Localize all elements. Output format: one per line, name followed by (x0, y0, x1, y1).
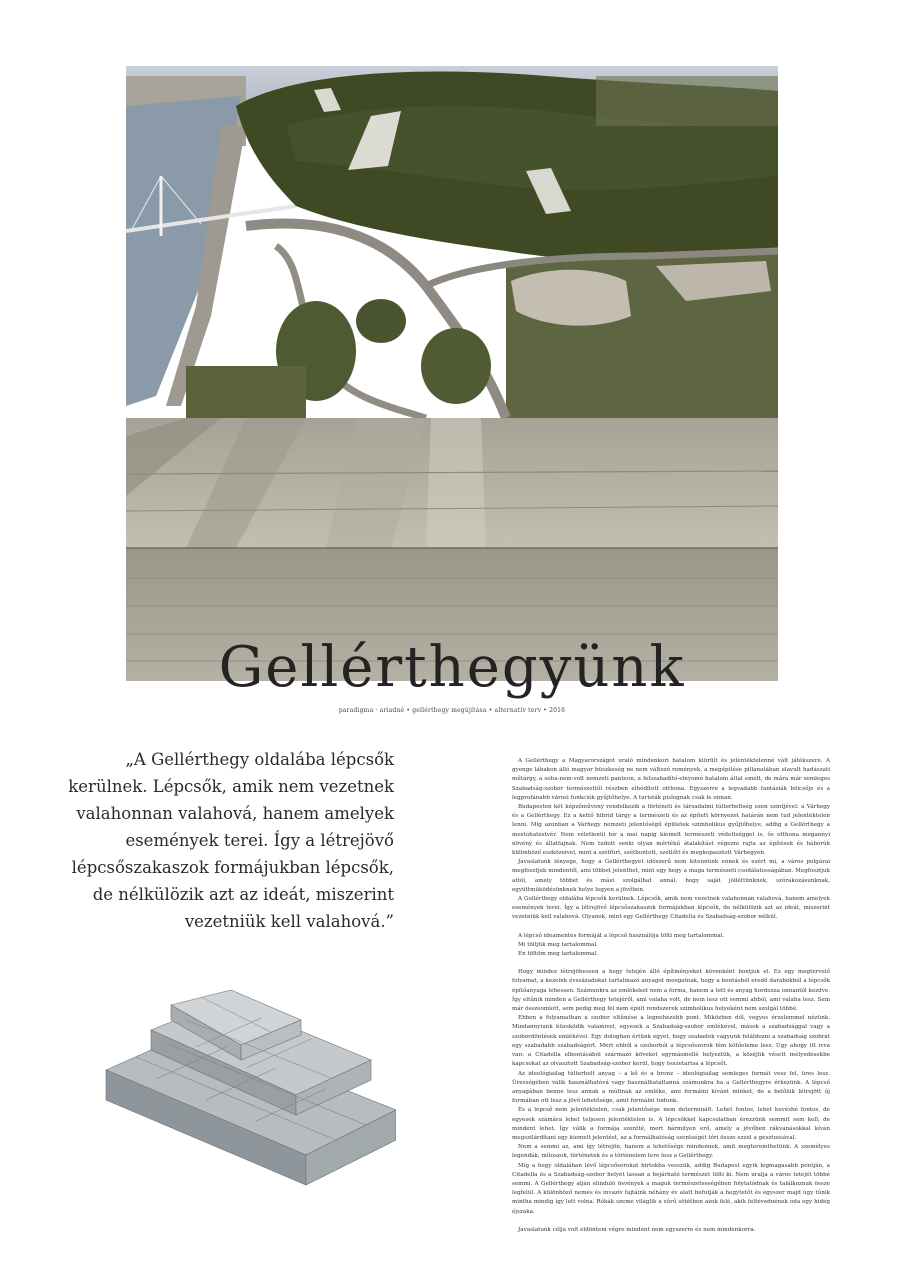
poem-line: Mi töltjük meg tartalommal. (518, 941, 598, 948)
paragraph: A Gellérthegy oldalába lépcsők kerülnek. Lépcsők, amik nem vezetnek valahonnan valahová, hanem amelyek események terei. Így a létrejövő lépcsőszakaszok formájukban lépcsők, de nélkülözik azt az ideát, miszerint vezetniük kell valahová. Olyanok, mint egy Gellérthegy Citadella és Szabadság-szobor nélkül. (512, 896, 830, 921)
aerial-and-stairs-image (126, 66, 778, 681)
paragraph: Ebben a folyamatban a szobor eltűnése a legnehezebb pont. Miközben dől, vegyes érzelemmel nézünk. Mindannyiunk küzsködik valamivel, egyesek a Szabadság-szobor emlékével, mások a szabadsággal vagy a szobordöntések emlékével. Egy dologban értünk egyet, hogy szabadok vagyunk feláldozni a szabadság szobrát egy szabadabb szabadságért. Mert ebből a szoborból a lépcsőszorok fém kötőeleme lesz. Úgy ahogy itt ivva van: a Citadella elbontásából származó köveket egymásmellé helyeztük, a közéjük vésett mélyedésekbe kapcsokat az olvasztott Szabadság-szobor kerül, hogy összetartsa a lépcsőt. (512, 1015, 830, 1068)
subtitle: paradigma · ariadné • gellérthegy megújítása • alternatív terv • 2016 (338, 707, 566, 714)
paragraph: Javaslatunk lényege, hogy a Gellérthegyet időszerű nem kitennünk ennek és ezért mi, a város polgárai megfosztjuk mindentől, ami többet jelenthet, mint egy hegy a maga természeti csodálatosságában. Megfosztjuk attól, amely többet és mást szolgálhat annál, hogy saját jólléttünknek, szórakozásunknak, együttműködésünknek helye legyen a jövőben. (512, 859, 830, 893)
paragraph: Budapesten két képzőműveny rendelkezik a történeti és társadalmi túlterheltség ezen szintjével: a Várhegy és a Gellérthegy. Ez a kettő hibrid tárgy a természeti és az épített környezet határán nem tud jelentéktelen lenni. Míg azonban a Várhegy nemzeti jelentőségű épületek szimbolikus gyűjtőhelye, addig a Gellérthegy a mostohatestvér. Nem véletlenül bír a mai napig kiemelt természeti védettséggel is, ős otthona megannyi növény és állatfajnak. Nem tudott senki olyan mértékű átalakítást végezni rajta az építések és háborúk különböző eszközeivel, mint a szétfúrt, szétbontott, szétlőtt és megkopasztott Várhegyen. (512, 804, 830, 857)
paragraph: Nem a semmi az, ami így létrejön, hanem a lehetősége mindennek, amit megteremthetünk. A személyes legendák, mítoszok, történetek és a történelem tere lesz a Gellérthegy. (512, 1144, 830, 1160)
axonometric-stair-blocks (96, 990, 396, 1190)
paragraph: És a lépcső nem jelentéktelen, csak jelentősége nem determinált. Lehet fontos, lehet kevésbé fontos, de egyesek számára lehet teljesen jelentéktelen is. A lépcsőkkel kapcsolatban érezzünk semmit sem kell, de mindent lehet. Így válik a formája szentté, mert bármilyen erő, amely a jövőben rákvanásokkal kíván megszilárdítani egy kiemelt jelentést, az a formálhatóság szentségét tóri össze ezzel a gesztussával. (512, 1107, 830, 1141)
body-text (512, 757, 830, 1235)
paragraph: Hogy mindez létrejöhessen a hegy tetején álló építményeket kövenként bontjuk el. Ez egy megtervelő folyamat, a kezeink évszázadokat tartalmazó anyagot mozgatnak, hogy a bontásból eredő darabokból a lépcsők építőanyaga lehessen. Számunkra az emlékeket nem a forma, hanem a tett és anyag hordozza onnantól kezdve. Így eltűnik minden a Gellérthegy tetejéről, ami valaha volt, de nem lesz ott semmi abból, ami valaha lesz. Sem már összeomlott, sem pedig meg fel nem épült rendszerek szimbolikus helyeként nem szolgál többé. (512, 969, 830, 1013)
paragraph: Az ideológiailag túlterhelt anyag – a kő és a bronz – ideológiailag semleges formát vesz fel, üres lesz. Ürességében válik használhatóvá vagy használhatatlanná számunkra ha a Gellérthegyre érkezünk. A lépcső anyagában benne lesz annak a múltnak az emléke, ami formálni kívánt minket, de a belőlük létrejött új formában ott lesz a jövő lehetősége, amit formálni tudunk. (512, 1070, 830, 1105)
paragraph: Javaslatunk célja volt eldönteni végre mindent nem egyszerre és nem mindenkorra. (518, 1226, 756, 1233)
poem-line: Én töltöm meg tartalommal. (518, 951, 599, 958)
paragraph: Míg a hegy oldalában lévő lépcsősorokat birtokba vesszük, addig Budapest egyik legmagasabb pontján, a Citadella és a Szabadság-szobor helyét lassan a bejárható természet tölti ki. Nem uralja a város tetejét többé semmi. A Gellérthegy alján elinduló ösvények a maguk természetességében folytatódnak és találkoznak össze legfelül. A különböző nemes és invazív fajtáink néhány év alatt befutják a hegytetőt és egyszer majd úgy tűnik mintha mindig így lett volna. Rókák szeme világlik a sűrű sötétben azok felé, akik feltévednének oda egy hideg éjszaka. (512, 1162, 830, 1215)
stone-blocks-illustration (96, 990, 396, 1190)
page-title: Gellérthegyünk (218, 635, 686, 700)
hero-collage (126, 66, 778, 681)
poem (512, 932, 830, 960)
poem-line: A lépcső ideamentes formáját a lépcső használója tölti meg tartalommal. (518, 932, 725, 939)
pull-quote: „A Gellérthegy oldalába lépcsők kerülnek. Lépcsők, amik nem vezetnek valahonnan valahová, hanem amelyek események terei. Így a létrejövő lépcsőszakaszok formájukban lépcsők, de nélkülözik azt az ideát, miszerint vezetniük kell valahová.” (68, 750, 394, 931)
paragraph: A Gellérthegy a Magyarországot uraló mindenkori hatalom kiürült és jelentéktelenné vált játékszere. A gyenge lábakon álló magyar büszkeség ne nem változó remények, a megépítése pillanatában elavult hadászati műtárgy, a soha-nem-volt nemzeti panteon, a felszabadító-elnyomó hatalom által emelt, de mára már semleges Szabadság-szobor természettől részben elhódított otthona. Egyszerre a legvadabb fantáziák bölcsője és a legprofánabb városi funkciók gyűjtőhelye. A turisták pislognak csak le onnan. (512, 758, 830, 801)
